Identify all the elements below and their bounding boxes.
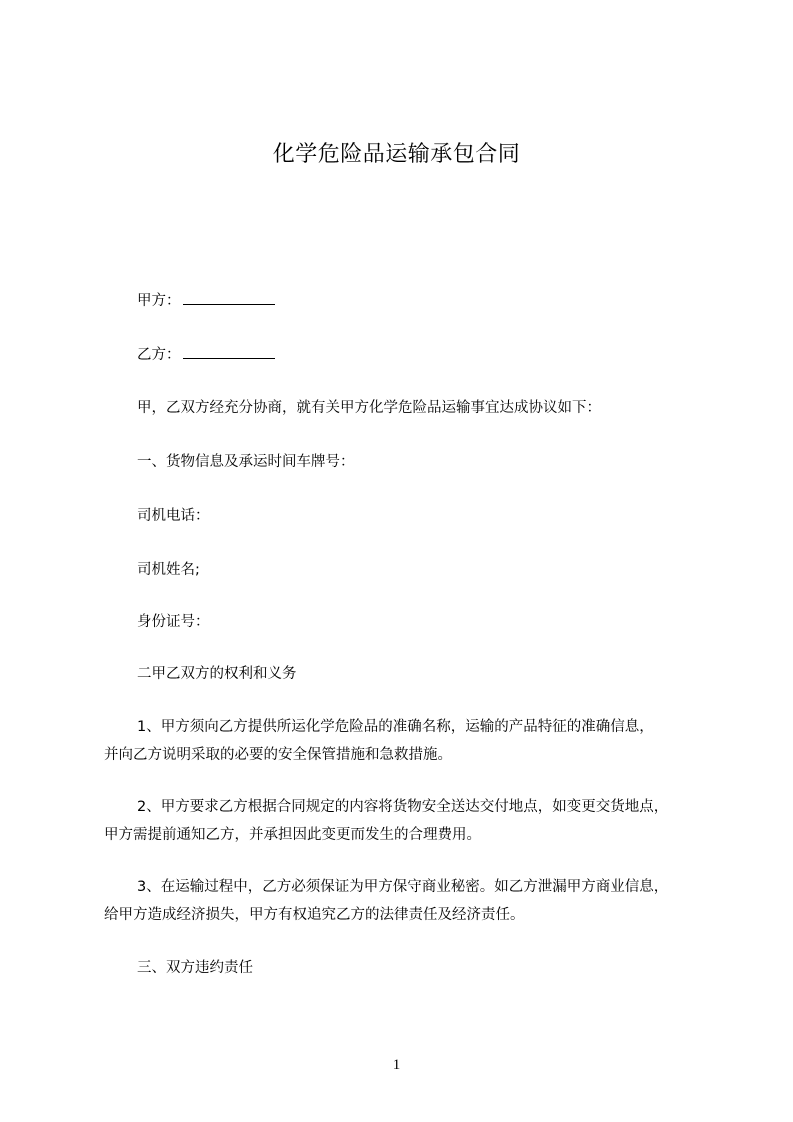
clause-2-line-2: 甲方需提前通知乙方，并承担因此变更而发生的合理费用。 bbox=[104, 827, 481, 843]
clause-1-line-1: 1、甲方须向乙方提供所运化学危险品的准确名称，运输的产品特征的准确信息， bbox=[137, 719, 654, 735]
clause-3 bbox=[104, 873, 704, 929]
id-number-label: 身份证号： bbox=[137, 614, 210, 630]
driver-name-label: 司机姓名; bbox=[137, 562, 200, 578]
driver-phone-label: 司机电话： bbox=[137, 508, 210, 524]
party-a-blank bbox=[183, 290, 275, 305]
party-a-line bbox=[137, 290, 275, 311]
party-a-label: 甲方： bbox=[137, 293, 181, 309]
clause-3-line-1: 3、在运输过程中，乙方必须保证为甲方保守商业秘密。如乙方泄漏甲方商业信息， bbox=[137, 879, 669, 895]
clause-1 bbox=[104, 713, 704, 769]
document-title: 化学危险品运输承包合同 bbox=[272, 142, 521, 167]
party-b-blank bbox=[183, 344, 275, 359]
section2-heading: 二甲乙双方的权利和义务 bbox=[137, 666, 297, 682]
clause-3-line-2: 给甲方造成经济损失，甲方有权追究乙方的法律责任及经济责任。 bbox=[104, 907, 525, 923]
clause-2-line-1: 2、甲方要求乙方根据合同规定的内容将货物安全送达交付地点，如变更交货地点， bbox=[137, 799, 669, 815]
intro-text: 甲，乙双方经充分协商，就有关甲方化学危险品运输事宜达成协议如下： bbox=[137, 400, 601, 416]
clause-2 bbox=[104, 793, 704, 849]
clause-1-line-2: 并向乙方说明采取的必要的安全保管措施和急救措施。 bbox=[104, 747, 452, 763]
party-b-line bbox=[137, 344, 275, 365]
page-number: 1 bbox=[392, 1057, 401, 1073]
section3-heading: 三、双方违约责任 bbox=[137, 960, 253, 976]
section1-heading: 一、货物信息及承运时间车牌号： bbox=[137, 454, 355, 470]
party-b-label: 乙方： bbox=[137, 347, 181, 363]
